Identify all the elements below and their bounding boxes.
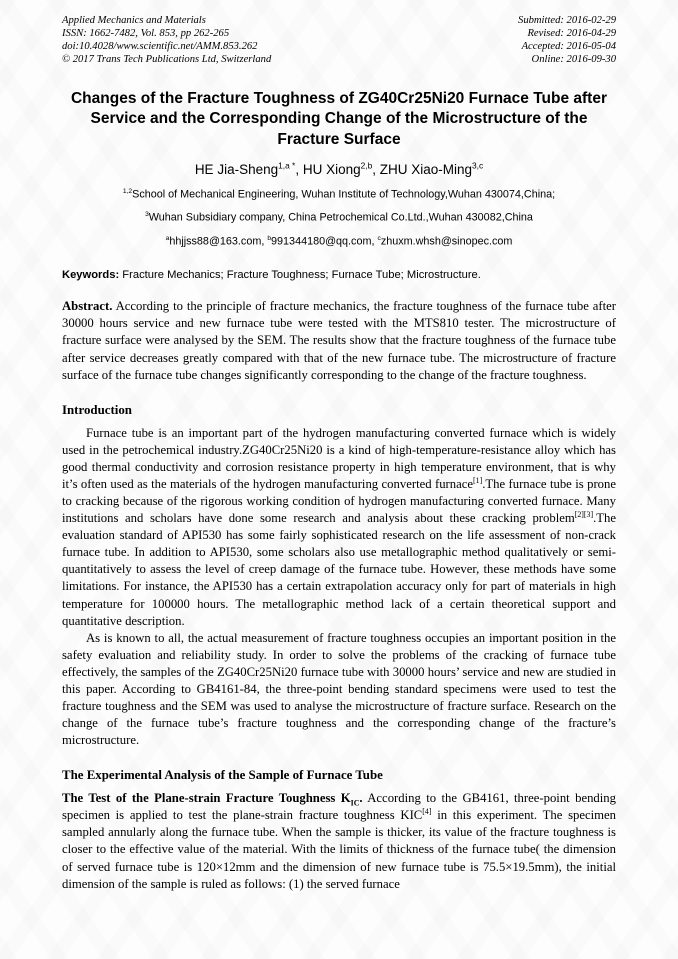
affiliation-2: $^3$Wuhan Subsidiary company, China Petrochemical Co.Ltd.,Wuhan 430082,China bbox=[145, 211, 533, 224]
author-emails: $^a$hhjjss88@163.com, $^b$991344180@qq.com, $^c$zhuxm.whsh@sinopec.com bbox=[165, 234, 513, 248]
email-a: hhjjss88@163.com, bbox=[169, 235, 268, 248]
author-3: ZHU Xiao-Ming$^{3,c}$ bbox=[379, 160, 484, 177]
online-date: Online: 2016-09-30 bbox=[531, 53, 616, 65]
intro-paragraph-2: As is known to all, the actual measurement of fracture toughness occupies an important position in the safety evaluation and reliability study. In order to solve the problems of the cracking of furnace tube effectively, the samples of the ZG40Cr25Ni20 furnace tube with 30000 hours’ service and new are studied in this paper. According to GB4161-84, the three-point bending standard specimens were used to test the fracture toughness and the SEM was used to analyse the microstructure of fracture surface. Research on the change of the furnace tube’s fracture toughness and the corresponding change of the fracture’s microstructure. bbox=[62, 630, 616, 748]
journal-doi: doi:10.4028/www.scientific.net/AMM.853.262 bbox=[62, 40, 258, 52]
journal-header bbox=[62, 15, 616, 67]
affiliation-1: $^{1,2}$School of Mechanical Engineering, Wuhan Institute of Technology,Wuhan 430074,China; bbox=[122, 187, 556, 201]
authors-line bbox=[62, 160, 616, 177]
journal-issn-volume: ISSN: 1662-7482, Vol. 853, pp 262-265 bbox=[62, 27, 230, 39]
abstract-text: According to the principle of fracture mechanics, the fracture toughness of the furnace tube after 30000 hours service and new furnace tube were tested with the MTS810 tester. The microstructure of fracture surface were analysed by the SEM. The results show that the fracture toughness of the furnace tube after service decreases greatly compared with that of the new furnace tube. The microstructure of fracture surface of the furnace tube changes significantly corresponding to the change of the fracture toughness. bbox=[62, 299, 616, 382]
section-heading-experimental: The Experimental Analysis of the Sample of Furnace Tube bbox=[62, 768, 383, 783]
abstract-label: Abstract. bbox=[62, 299, 113, 314]
journal-info-block bbox=[62, 15, 271, 67]
section-heading-introduction: Introduction bbox=[62, 402, 132, 417]
journal-copyright: © 2017 Trans Tech Publications Ltd, Switzerland bbox=[62, 53, 272, 65]
dates-block bbox=[518, 15, 616, 67]
experimental-paragraph-1: The Test of the Plane-strain Fracture Toughness $K_{IC}$. According to the GB4161, three-point bending specimen is applied to test the plane-strain fracture toughness KIC[4] in this experiment. The specimen sampled annularly along the furnace tube. When the sample is thicker, its value of the fracture toughness is closer to the effective value of the material. With the limits of thickness of the furnace tube( the dimension of served furnace tube is 120×12mm and the dimension of new furnace tube is 75.5×19.5mm), the initial dimension of the sample is ruled as follows: (1) the served furnace bbox=[62, 791, 616, 891]
email-c: zhuxm.whsh@sinopec.com bbox=[380, 235, 513, 248]
accepted-date: Accepted: 2016-05-04 bbox=[521, 40, 616, 52]
revised-date: Revised: 2016-04-29 bbox=[527, 27, 616, 39]
author-1: HE Jia-Sheng$^{1,a *}$, bbox=[194, 160, 303, 177]
keywords-line bbox=[62, 269, 616, 281]
author-2: HU Xiong$^{2,b}$, bbox=[302, 160, 380, 177]
submitted-date: Submitted: 2016-02-29 bbox=[518, 15, 616, 26]
keywords-label: Keywords: bbox=[62, 269, 120, 282]
abstract bbox=[62, 298, 616, 383]
journal-name: Applied Mechanics and Materials bbox=[62, 15, 206, 26]
email-b: 991344180@qq.com, bbox=[271, 235, 378, 248]
intro-paragraph-1: Furnace tube is an important part of the hydrogen manufacturing converted furnace which is widely used in the petrochemical industry.ZG40Cr25Ni20 is a kind of high-temperature-resistance alloy which has good thermal conductivity and corrosion resistance property in high temperature environment, that is why it’s often used as the materials of the hydrogen manufacturing converted furnace[1].The furnace tube is prone to cracking because of the rigorous working condition of hydrogen manufacturing converted furnace. Many institutions and scholars have done some research and analysis about these cracking problem[2][3].The evaluation standard of API530 has some fairly sophisticated research on the life assessment of non-crack furnace tube. In addition to API530, some scholars also use metallographic method qualitatively or semi-quantitatively to assess the level of creep damage of the furnace tube. However, these methods have some limitations. For instance, the API530 has a certain extrapolation accuracy only for part of materials in high temperature for 100000 hours. The metallographic method lack of a certain theoretical support and quantitative description. bbox=[62, 425, 616, 628]
paper-title: Changes of the Fracture Toughness of ZG40Cr25Ni20 Furnace Tube after Service and the Corresponding Change of the Microstructure of the Fracture Surface bbox=[70, 89, 607, 148]
keywords-text: Fracture Mechanics; Fracture Toughness; Furnace Tube; Microstructure. bbox=[119, 269, 481, 282]
